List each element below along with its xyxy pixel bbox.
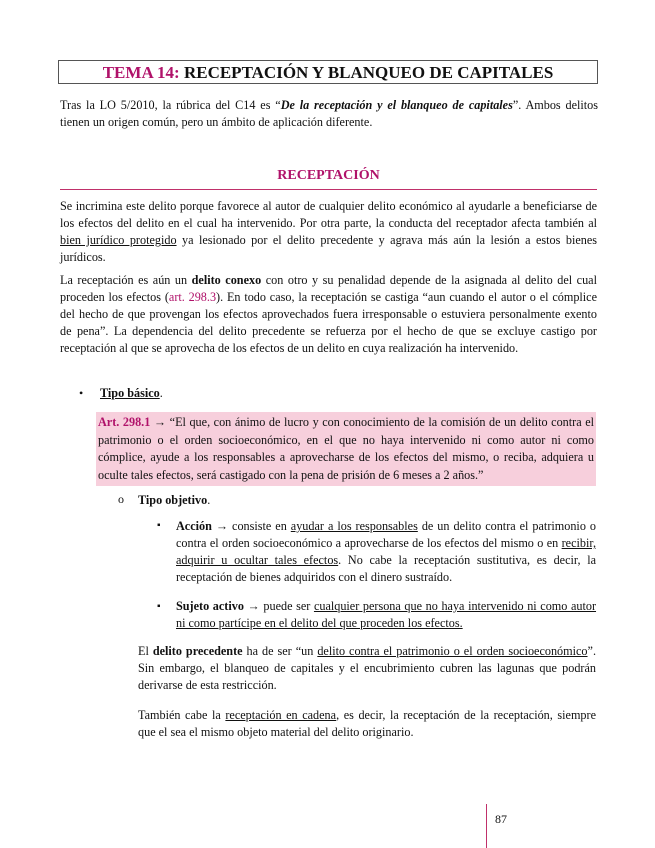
- bullet-dot: •: [79, 386, 84, 400]
- bullet-square: ▪: [157, 520, 161, 531]
- sujeto-text-1: puede ser: [263, 599, 314, 613]
- cadena-paragraph: [138, 707, 596, 741]
- sujeto-underlined: cualquier persona que no haya intervenido ni como autor ni como partícipe en el delito del que proceden los efectos.: [176, 599, 597, 630]
- para1-text-2: ya lesionado por el delito precedente y agrava más aún la lesión a estos bienes jurídicos.: [60, 233, 597, 264]
- intro-paragraph: [60, 97, 598, 131]
- paragraph-2: [60, 272, 597, 357]
- accion-underlined-2: recibir, adquirir u ocultar tales efectos: [176, 536, 596, 567]
- cadena-text-2: , es decir, la receptación de la receptación, siempre que el sea el mismo objeto material del delito originario.: [138, 708, 596, 739]
- accion-label: Acción: [176, 519, 212, 533]
- article-ref-298-3: art. 298.3: [168, 290, 217, 304]
- article-quote-box: [96, 412, 596, 486]
- intro-text-2: ”. Ambos delitos tienen un origen común, pero un ámbito de aplicación diferente.: [60, 98, 598, 129]
- tipo-basico-suffix: .: [159, 386, 163, 400]
- tipo-objetivo-label: Tipo objetivo: [138, 493, 208, 507]
- intro-text-1: Tras la LO 5/2010, la rúbrica del C14 es “: [60, 98, 281, 112]
- accion-text-1: consiste en: [232, 519, 291, 533]
- title-text: RECEPTACIÓN Y BLANQUEO DE CAPITALES: [183, 63, 554, 82]
- accion-text-3: . No cabe la receptación sustitutiva, es decir, la receptación de bienes adquiridos con el dinero sustraído.: [176, 553, 596, 584]
- arrow-glyph: →: [243, 599, 264, 613]
- section-title: RECEPTACIÓN: [60, 168, 597, 190]
- page-title: [58, 60, 598, 84]
- para1-text-1: Se incrimina este delito porque favorece al autor de cualquier delito económico al ayudarle a beneficiarse de los efectos del delito en el cual ha intervenido. Por otra parte, la conducta del receptador afecta también al: [60, 199, 597, 230]
- precedente-text-3: ”. Sin embargo, el blanqueo de capitales y el encubrimiento cubren las lagunas que podrán derivarse de esta restricción.: [138, 644, 596, 692]
- sujeto-paragraph: [176, 598, 596, 632]
- para2-text-2: con otro y su penalidad depende de la asignada al delito del cual proceden los efectos (: [60, 273, 597, 304]
- arrow-glyph: →: [211, 519, 233, 533]
- page-number: 87: [486, 804, 507, 848]
- accion-underlined-1: ayudar a los responsables: [290, 519, 418, 533]
- tipo-objetivo-suffix: .: [207, 493, 211, 507]
- precedente-text-1: El: [138, 644, 153, 658]
- bien-juridico-term: bien jurídico protegido: [60, 233, 177, 247]
- title-prefix: TEMA 14:: [102, 63, 180, 82]
- arrow-glyph: →: [150, 415, 170, 429]
- bullet-square: ▪: [157, 601, 161, 612]
- accion-paragraph: [176, 518, 596, 586]
- article-text: “El que, con ánimo de lucro y con conocimiento de la comisión de un delito contra el patrimonio o el orden socioeconómico, en el que no haya intervenido ni como autor ni como cómplice, ayude a los responsables a aprovecharse de los efectos del mismo, o reciba, adquiera u oculte tales efectos, será castigado con la pena de prisión de 6 meses a 2 años.”: [98, 415, 594, 482]
- tipo-basico-label: Tipo básico: [100, 386, 160, 400]
- sujeto-label: Sujeto activo: [176, 599, 244, 613]
- precedente-underlined: delito contra el patrimonio o el orden socioeconómico: [317, 644, 588, 658]
- delito-conexo-term: delito conexo: [191, 273, 262, 287]
- bullet-circle: o: [118, 492, 124, 506]
- receptacion-cadena-term: receptación en cadena: [225, 708, 337, 722]
- para2-text-1: La receptación es aún un: [60, 273, 192, 287]
- article-ref-298-1: Art. 298.1: [98, 415, 151, 429]
- delito-precedente-term: delito precedente: [152, 644, 243, 658]
- paragraph-1: [60, 198, 597, 266]
- para2-text-3: ). En todo caso, la receptación se castiga “aun cuando el autor o el cómplice del hecho de que provengan los efectos aprovechados fuera irresponsable o estuviera personalmente exento de pena”. La dependencia del delito precedente se refuerza por el hecho de que se excluye castigo por receptación al que se aprovecha de los efectos de un delito en cuya realización ha intervenido.: [60, 290, 597, 355]
- tipo-basico-heading: [100, 385, 163, 402]
- tipo-objetivo-heading: [138, 492, 210, 509]
- accion-text-2: de un delito contra el patrimonio o contra el orden socioeconómico a aprovecharse de los efectos del mismo o en: [176, 519, 596, 550]
- precedente-paragraph: [138, 643, 596, 694]
- intro-rubric: De la receptación y el blanqueo de capitales: [280, 98, 513, 112]
- precedente-text-2: ha de ser “un: [242, 644, 318, 658]
- cadena-text-1: También cabe la: [138, 708, 226, 722]
